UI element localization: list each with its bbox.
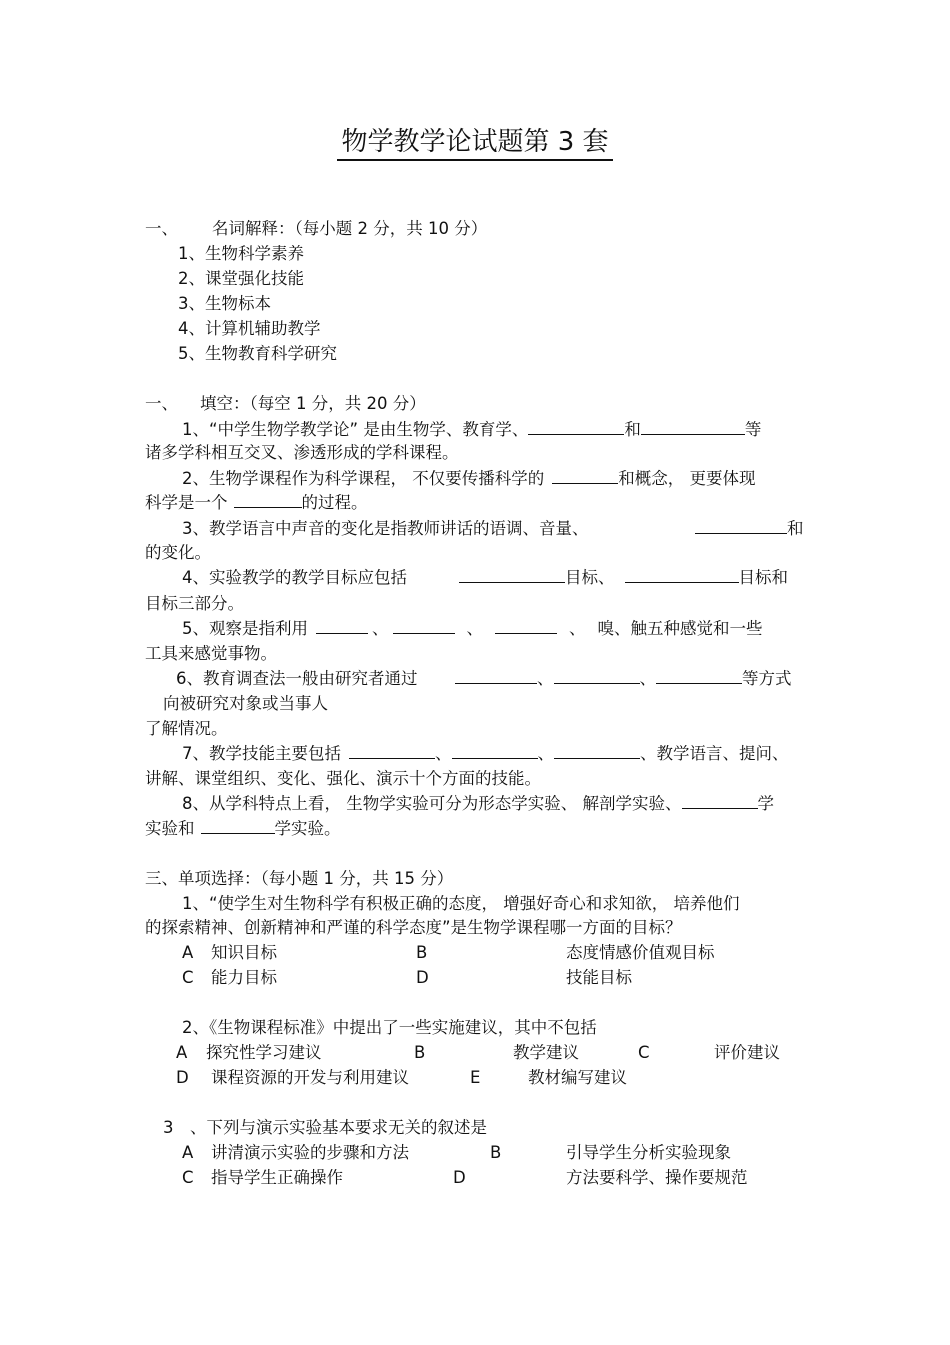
answer-blank[interactable] (682, 794, 758, 809)
option-letter[interactable]: D (416, 968, 429, 987)
fill-q4: 4、实验教学的教学目标应包括 (182, 568, 407, 587)
answer-blank[interactable] (349, 744, 435, 759)
option-letter[interactable]: B (490, 1143, 502, 1162)
option-text[interactable]: 课程资源的开发与利用建议 (211, 1068, 409, 1087)
option-letter[interactable]: C (182, 1168, 194, 1187)
fill-q6-end: 、 、 等方式 (455, 668, 792, 690)
fill-q3-line2: 的变化。 (145, 543, 211, 562)
fill-q3-end: 和 (695, 518, 804, 540)
option-letter[interactable]: B (414, 1043, 426, 1062)
answer-blank[interactable] (554, 669, 640, 684)
option-text[interactable]: 知识目标 (211, 943, 277, 962)
page-title: 物学教学论试题第 3 套 (0, 126, 950, 158)
section2-heading: 填空：（每空 1 分，共 20 分） (200, 394, 426, 413)
fill-q5: 5、观察是指利用 、 、 、 嗅、触五种感觉和一些 (182, 619, 763, 638)
answer-blank[interactable] (452, 744, 538, 759)
option-text[interactable]: 指导学生正确操作 (211, 1168, 343, 1187)
answer-blank[interactable] (656, 669, 742, 684)
option-text[interactable]: 方法要科学、操作要规范 (566, 1168, 748, 1187)
list-item: 1、生物科学素养 (178, 244, 304, 263)
option-text[interactable]: 技能目标 (566, 968, 632, 987)
option-text[interactable]: 引导学生分析实验现象 (566, 1143, 731, 1162)
answer-blank[interactable] (495, 619, 557, 634)
fill-q4-line2: 目标三部分。 (145, 594, 244, 613)
option-letter[interactable]: B (416, 943, 428, 962)
option-text[interactable]: 态度情感价值观目标 (566, 943, 715, 962)
option-text[interactable]: 教材编写建议 (528, 1068, 627, 1087)
mc-q2-line1: 2、《生物课程标准》中提出了一些实施建议，其中不包括 (182, 1018, 597, 1037)
list-item: 2、课堂强化技能 (178, 269, 304, 288)
option-letter[interactable]: C (182, 968, 194, 987)
answer-blank[interactable] (641, 420, 745, 435)
answer-blank[interactable] (393, 619, 455, 634)
answer-blank[interactable] (552, 469, 618, 484)
fill-q7: 7、教学技能主要包括 、 、 、教学语言、提问、 (182, 744, 789, 763)
fill-q7-line2: 讲解、课堂组织、变化、强化、演示十个方面的技能。 (145, 769, 541, 788)
fill-q3: 3、教学语言中声音的变化是指教师讲话的语调、音量、 (182, 519, 589, 538)
mc-q3-number: 3 (163, 1118, 174, 1137)
fill-q6: 6、教育调查法一般由研究者通过 (176, 669, 418, 688)
answer-blank[interactable] (316, 619, 368, 634)
section3-heading: 三、单项选择：（每小题 1 分，共 15 分） (145, 869, 454, 888)
mc-q1-line2: 的探索精神、创新精神和严谨的科学态度”是生物学课程哪一方面的目标？ (145, 918, 682, 937)
option-text[interactable]: 探究性学习建议 (206, 1043, 322, 1062)
mc-q3-line1: 、下列与演示实验基本要求无关的叙述是 (190, 1118, 487, 1137)
answer-blank[interactable] (695, 519, 787, 534)
fill-q1: 1、“中学生物学教学论” 是由生物学、教育学、 和 等 (182, 420, 762, 439)
list-item: 3、生物标本 (178, 294, 271, 313)
fill-q6-line2: 向被研究对象或当事人 (163, 694, 328, 713)
mc-q1-line1: 1、“使学生对生物科学有积极正确的态度， 增强好奇心和求知欲， 培养他们 (182, 894, 740, 913)
answer-blank[interactable] (528, 420, 624, 435)
fill-q4-end: 目标、 目标和 (459, 567, 788, 589)
fill-q2-line2: 科学是一个 的过程。 (145, 493, 368, 512)
answer-blank[interactable] (234, 493, 302, 508)
fill-q5-line2: 工具来感觉事物。 (145, 644, 277, 663)
list-item: 4、计算机辅助教学 (178, 319, 321, 338)
section1-heading: 名词解释：（每小题 2 分，共 10 分） (212, 219, 488, 238)
option-letter[interactable]: A (182, 943, 194, 962)
option-text[interactable]: 教学建议 (513, 1043, 579, 1062)
option-text[interactable]: 能力目标 (211, 968, 277, 987)
answer-blank[interactable] (554, 744, 640, 759)
option-letter[interactable]: D (176, 1068, 189, 1087)
option-text[interactable]: 评价建议 (714, 1043, 780, 1062)
option-letter[interactable]: D (453, 1168, 466, 1187)
fill-q1-line2: 诸多学科相互交叉、渗透形成的学科课程。 (145, 443, 459, 462)
fill-q6-line3: 了解情况。 (145, 719, 228, 738)
fill-q8: 8、从学科特点上看， 生物学实验可分为形态学实验、 解剖学实验、 学 (182, 794, 774, 813)
fill-q2: 2、生物学课程作为科学课程， 不仅要传播科学的 和概念， 更要体现 (182, 469, 756, 488)
option-letter[interactable]: A (176, 1043, 188, 1062)
option-letter[interactable]: E (470, 1068, 481, 1087)
fill-q8-line2: 实验和 学实验。 (145, 819, 341, 838)
list-item: 5、生物教育科学研究 (178, 344, 337, 363)
option-letter[interactable]: C (638, 1043, 650, 1062)
answer-blank[interactable] (625, 568, 739, 583)
option-letter[interactable]: A (182, 1143, 194, 1162)
answer-blank[interactable] (459, 568, 565, 583)
section1-number: 一、 (145, 219, 178, 238)
section2-number: 一、 (145, 394, 178, 413)
answer-blank[interactable] (455, 669, 537, 684)
option-text[interactable]: 讲清演示实验的步骤和方法 (211, 1143, 409, 1162)
answer-blank[interactable] (201, 819, 275, 834)
